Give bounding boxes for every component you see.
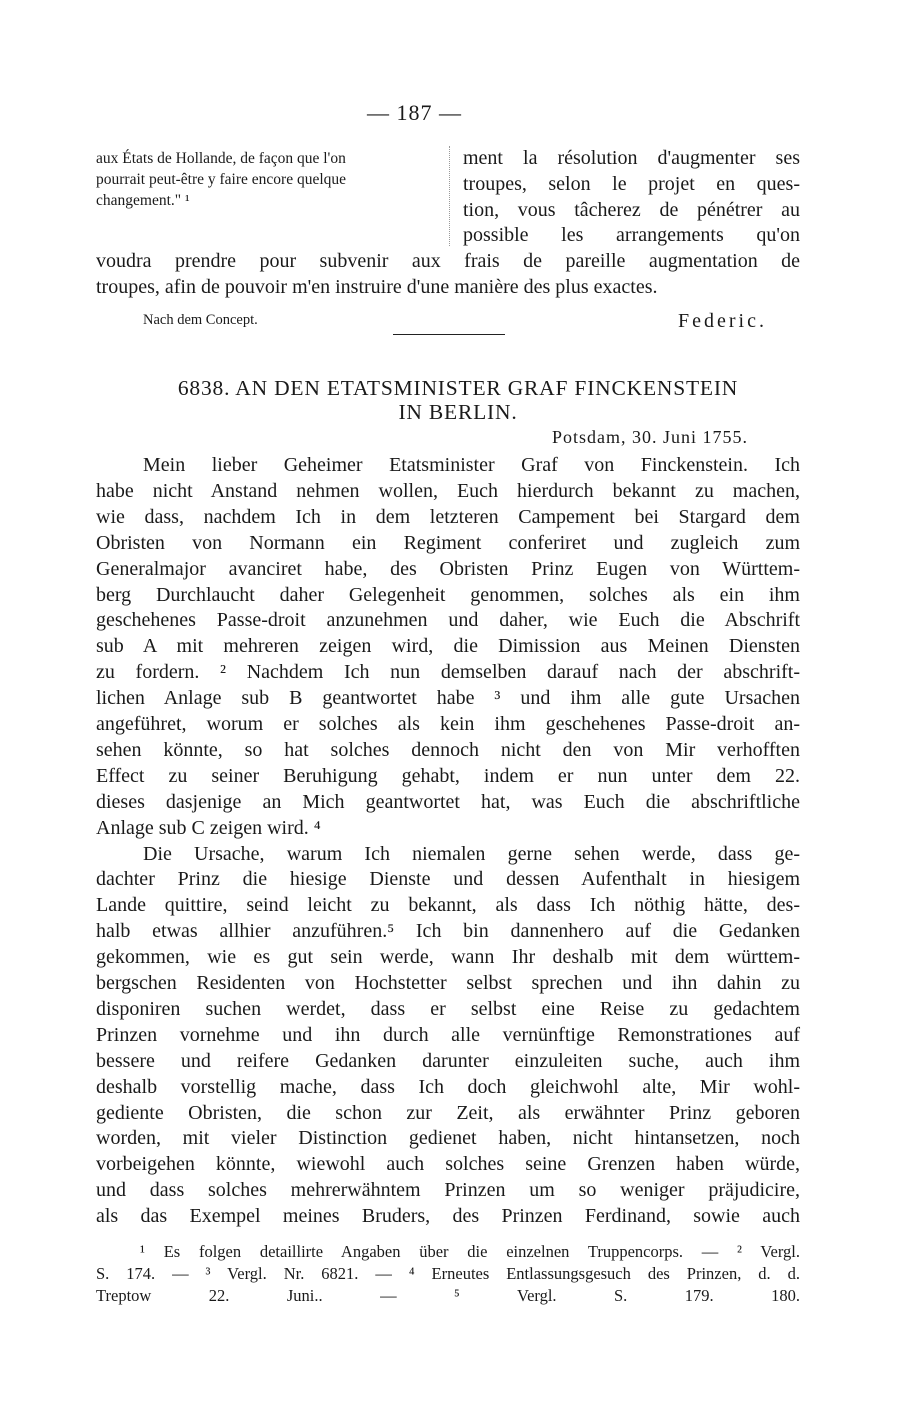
body-line: disponiren suchen werdet, dass er selbst eine Reise zu gedachtem	[96, 998, 800, 1020]
body-line: vorbeigehen könnte, wiewohl auch solches seine Grenzen haben würde,	[96, 1153, 800, 1175]
body-line: zu fordern. ² Nachdem Ich nun demselben darauf nach der abschrift-	[96, 661, 800, 683]
letter-heading-line: IN BERLIN.	[398, 400, 518, 424]
body-line: bergschen Residenten von Hochstetter selbst sprechen und ihn dahin zu	[96, 972, 800, 994]
body-line: Generalmajor avanciret habe, des Obristen Prinz Eugen von Württem-	[96, 558, 800, 580]
body-line: gekommen, wie es gut sein werde, wann Ihr deshalb mit dem württem-	[96, 946, 800, 968]
body-line: als das Exempel meines Bruders, des Prinzen Ferdinand, sowie auch	[96, 1205, 800, 1227]
right-column-line: ment la résolution d'augmenter ses	[463, 147, 800, 169]
body-line: sehen könnte, so hat solches dennoch nicht den von Mir verhofften	[96, 739, 800, 761]
left-column-line: pourrait peut-être y faire encore quelque	[96, 171, 347, 188]
footnote-line: ¹ Es folgen detaillirte Angaben über die einzelnen Truppencorps. — ² Vergl.	[140, 1242, 800, 1261]
body-line: Obristen von Normann ein Regiment conferiret und zugleich zum	[96, 532, 800, 554]
letter-heading-line: 6838. AN DEN ETATSMINISTER GRAF FINCKENSTEIN	[177, 376, 739, 400]
body-line: dieses dasjenige an Mich geantwortet hat, was Euch die abschriftliche	[96, 791, 800, 813]
body-line: und dass solches mehrerwähntem Prinzen um so weniger präjudicire,	[96, 1179, 800, 1201]
body-line: bessere und reifere Gedanken darunter einzuleiten suche, auch ihm	[96, 1050, 800, 1072]
source-note: Nach dem Concept.	[143, 312, 258, 328]
body-line: deshalb vorstellig mache, dass Ich doch gleichwohl alte, Mir wohl-	[96, 1076, 800, 1098]
footnote-line: Treptow 22. Juni.. — ⁵ Vergl. S. 179. 180.	[96, 1286, 800, 1305]
continuation-line: voudra prendre pour subvenir aux frais de pareille augmentation de	[96, 250, 800, 272]
right-column-line: possible les arrangements qu'on	[463, 224, 800, 246]
right-column-line: troupes, selon le projet en ques-	[463, 173, 800, 195]
body-line: Lande quittire, seind leicht zu bekannt, als dass Ich nöthig hätte, des-	[96, 894, 800, 916]
body-line: geschehenes Passe-droit anzunehmen und daher, wie Euch die Abschrift	[96, 609, 800, 631]
left-column-line: changement." ¹	[96, 192, 190, 209]
place-date: Potsdam, 30. Juni 1755.	[552, 427, 749, 447]
body-line: worden, mit vieler Distinction gedienet haben, nicht hintansetzen, noch	[96, 1127, 800, 1149]
signature: Federic.	[678, 310, 767, 332]
body-line: lichen Anlage sub B geantwortet habe ³ und ihm alle gute Ursachen	[96, 687, 800, 709]
body-line: Anlage sub C zeigen wird. ⁴	[96, 817, 321, 839]
body-line: dachter Prinz die hiesige Dienste und dessen Aufenthalt in hiesigem	[96, 868, 800, 890]
column-divider	[449, 146, 450, 246]
body-line: Mein lieber Geheimer Etatsminister Graf von Finckenstein. Ich	[143, 454, 800, 476]
body-line: Prinzen vornehme und ihn durch alle vernünftige Remonstrationes auf	[96, 1024, 800, 1046]
body-line: wie dass, nachdem Ich in dem letzteren Campement bei Stargard dem	[96, 506, 800, 528]
body-line: halb etwas allhier anzuführen.⁵ Ich bin dannenhero auf die Gedanken	[96, 920, 800, 942]
section-rule	[393, 334, 505, 335]
page-number: — 187 —	[367, 100, 462, 125]
body-line: angeführet, worum er solches als kein ihm geschehenes Passe-droit an-	[96, 713, 800, 735]
footnote-line: S. 174. — ³ Vergl. Nr. 6821. — ⁴ Erneutes Entlassungsgesuch des Prinzen, d. d.	[96, 1264, 800, 1283]
body-line: gediente Obristen, die schon zur Zeit, als erwähnter Prinz geboren	[96, 1102, 800, 1124]
continuation-line: troupes, afin de pouvoir m'en instruire d'une manière des plus exactes.	[96, 276, 658, 298]
body-line: sub A mit mehreren zeigen wird, die Dimission aus Meinen Diensten	[96, 635, 800, 657]
body-line: Die Ursache, warum Ich niemalen gerne sehen werde, dass ge-	[143, 843, 800, 865]
body-line: habe nicht Anstand nehmen wollen, Euch hierdurch bekannt zu machen,	[96, 480, 800, 502]
body-line: berg Durchlaucht daher Gelegenheit genommen, solches als ein ihm	[96, 584, 800, 606]
left-column-line: aux États de Hollande, de façon que l'on	[96, 150, 346, 167]
right-column-line: tion, vous tâcherez de pénétrer au	[463, 199, 800, 221]
body-line: Effect zu seiner Beruhigung gehabt, indem er nun unter dem 22.	[96, 765, 800, 787]
